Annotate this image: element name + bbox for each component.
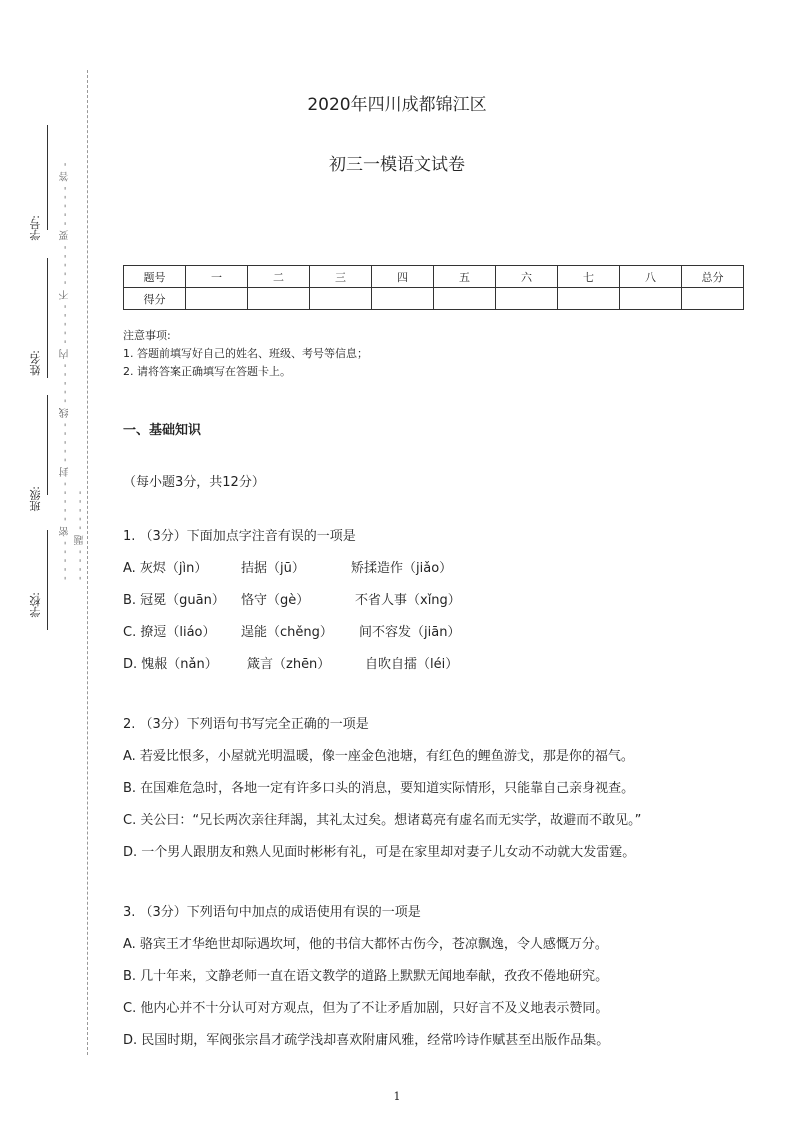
name-line xyxy=(47,258,48,378)
seal-warning-text: - - - - - 密 - - - - - 封 - - - - - 线 - - - - - 内 - - - - - 不 - - - - - 要 - - - - - 答 - - - - - 题 - - - - - xyxy=(60,161,86,580)
question-3-option-c: C. 他内心并不十分认可对方观点，但为了不让矛盾加剧，只好言不及义地表示赞同。 xyxy=(123,1001,609,1016)
option-part: C. 撩逗（liáo） xyxy=(123,625,216,640)
option-part: 间不容发（jiān） xyxy=(359,625,461,640)
option-part: 拮据（jū） xyxy=(241,561,305,576)
table-cell: 五 xyxy=(434,266,496,288)
question-2-stem: 2. （3分）下列语句书写完全正确的一项是 xyxy=(123,717,369,732)
question-1-option-b xyxy=(123,589,461,608)
option-part: 恪守（gè） xyxy=(241,593,310,608)
class-line xyxy=(47,395,48,495)
question-2-option-b: B. 在国难危急时，各地一定有许多口头的消息，要知道实际情形，只能靠自己亲身视查。 xyxy=(123,781,635,796)
option-part: B. 冠冕（guān） xyxy=(123,593,225,608)
section-title: 一、基础知识 xyxy=(123,423,202,438)
option-part: 自吹自擂（léi） xyxy=(365,657,459,672)
score-cell xyxy=(186,288,248,310)
question-1-stem: 1. （3分）下面加点字注音有误的一项是 xyxy=(123,529,356,544)
option-part: A. 灰烬（jìn） xyxy=(123,561,208,576)
exam-title: 2020年四川成都锦江区 xyxy=(307,95,487,115)
score-cell xyxy=(682,288,744,310)
table-cell: 三 xyxy=(310,266,372,288)
score-cell xyxy=(310,288,372,310)
section-subtitle: （每小题3分，共12分） xyxy=(123,475,265,490)
score-cell xyxy=(620,288,682,310)
score-cell xyxy=(372,288,434,310)
table-cell: 总分 xyxy=(682,266,744,288)
table-cell: 六 xyxy=(496,266,558,288)
question-2-option-c: C. 关公曰：“兄长两次亲往拜謁，其礼太过矣。想诸葛亮有虚名而无实学，故避而不敢见。” xyxy=(123,813,642,828)
notes-heading: 注意事项: xyxy=(123,329,171,342)
page-number: 1 xyxy=(393,1090,401,1103)
table-cell: 八 xyxy=(620,266,682,288)
option-part: 箴言（zhēn） xyxy=(247,657,331,672)
student-id-label: 学号: xyxy=(29,215,42,241)
student-id-line xyxy=(47,125,48,230)
table-cell: 四 xyxy=(372,266,434,288)
score-cell xyxy=(434,288,496,310)
option-part: D. 愧赧（nǎn） xyxy=(123,657,218,672)
class-label: 班级: xyxy=(29,486,42,512)
table-cell: 二 xyxy=(248,266,310,288)
notes-item: 2. 请将答案正确填写在答题卡上。 xyxy=(123,365,291,378)
option-part: 矫揉造作（jiǎo） xyxy=(351,561,453,576)
score-table-score-row xyxy=(124,288,744,310)
school-line xyxy=(47,530,48,630)
question-3-stem: 3. （3分）下列语句中加点的成语使用有误的一项是 xyxy=(123,905,421,920)
exam-subtitle: 初三一模语文试卷 xyxy=(329,155,465,175)
school-label: 学校: xyxy=(29,592,42,618)
notes-item: 1. 答题前填写好自己的姓名、班级、考号等信息； xyxy=(123,347,368,360)
question-3-option-d: D. 民国时期，军阀张宗昌才疏学浅却喜欢附庸风雅，经常吟诗作赋甚至出版作品集。 xyxy=(123,1033,610,1048)
question-1-option-d xyxy=(123,653,458,672)
score-cell xyxy=(496,288,558,310)
question-2-option-d: D. 一个男人跟朋友和熟人见面时彬彬有礼，可是在家里却对妻子儿女动不动就大发雷霆。 xyxy=(123,845,636,860)
score-cell xyxy=(558,288,620,310)
question-1-option-c xyxy=(123,621,460,640)
option-part: 逞能（chěng） xyxy=(241,625,333,640)
question-1-option-a xyxy=(123,557,452,576)
name-label: 姓名: xyxy=(29,350,42,376)
option-part: 不省人事（xǐng） xyxy=(355,593,461,608)
score-cell xyxy=(248,288,310,310)
table-cell: 得分 xyxy=(124,288,186,310)
table-cell: 七 xyxy=(558,266,620,288)
question-2-option-a: A. 若爱比恨多，小屋就光明温暖，像一座金色池塘，有红色的鲤鱼游戈，那是你的福气。 xyxy=(123,749,634,764)
question-3-option-b: B. 几十年来，文静老师一直在语文教学的道路上默默无闻地奉献，孜孜不倦地研究。 xyxy=(123,969,609,984)
table-cell: 题号 xyxy=(124,266,186,288)
notes-block xyxy=(123,327,368,381)
score-table xyxy=(123,265,744,310)
table-cell: 一 xyxy=(186,266,248,288)
question-3-option-a: A. 骆宾王才华绝世却际遇坎坷，他的书信大都怀古伤今，苍凉飘逸，令人感慨万分。 xyxy=(123,937,608,952)
score-table-header-row xyxy=(124,266,744,288)
